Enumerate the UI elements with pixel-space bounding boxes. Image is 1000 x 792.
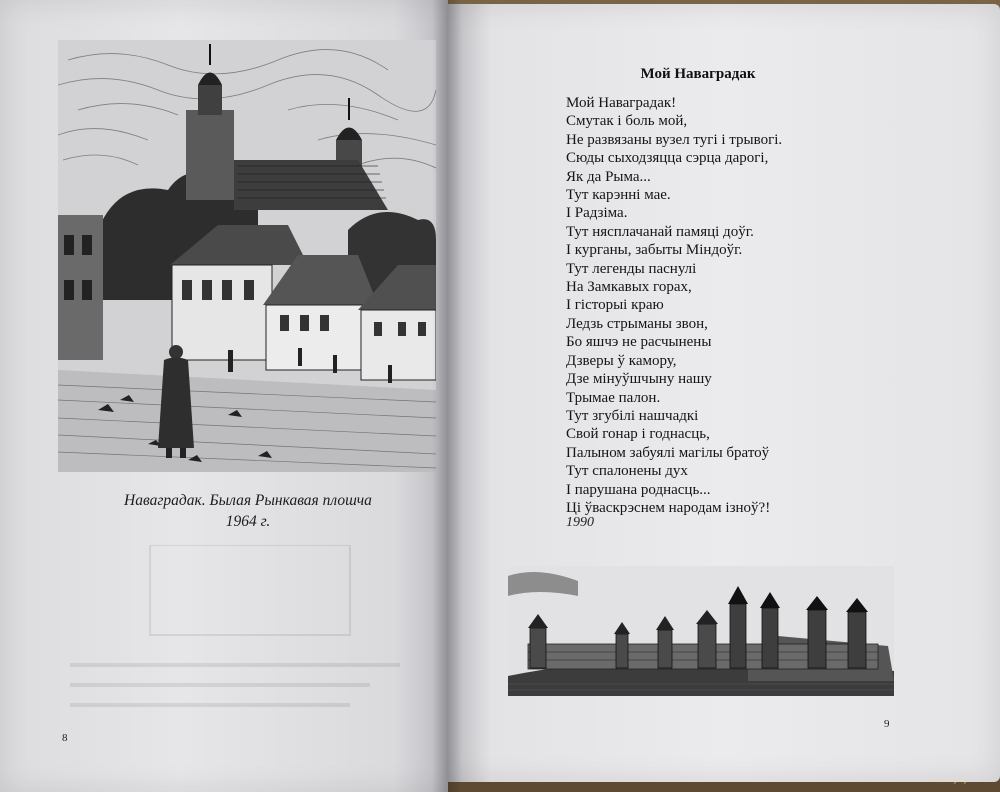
- poem-line: Сюды сыходзяцца сэрца дарогі,: [566, 150, 769, 167]
- poem-line: Бо яшчэ не расчынены: [566, 334, 712, 351]
- poem-line: Дзе мінуўшчыну нашу: [566, 371, 712, 388]
- poem-line: Свой гонар і годнасць,: [566, 426, 710, 443]
- poem-line: На Замкавых горах,: [566, 279, 692, 296]
- poem-line: Тут легенды паснулі: [566, 260, 697, 277]
- illustration-caption: [58, 490, 438, 532]
- poem-title: Мой Наваградак: [640, 66, 756, 82]
- engraving-drawing: [58, 40, 436, 472]
- illustration-novogrudok-market-square: [58, 40, 436, 472]
- poem-line: Палыном забуялі магілы братоў: [566, 444, 770, 461]
- poem-line: Мой Наваградак!: [566, 95, 677, 111]
- poem-line: Трымае палон.: [566, 389, 661, 406]
- poem-line: Смутак і боль мой,: [566, 113, 688, 130]
- illustration-novogrudok-castle: [508, 566, 894, 696]
- poem-line: Ледзь стрыманы звон,: [566, 315, 708, 332]
- poem-line: Тут нясплачанай памяці доўг.: [566, 223, 754, 240]
- poem-line: Дзверы ў камору,: [566, 352, 677, 369]
- show-through-ink: [70, 545, 400, 725]
- poem-line: Як да Рыма...: [566, 168, 651, 185]
- page-number-right: 9: [884, 718, 890, 730]
- caption-line-1: Наваградак. Былая Рынкавая плошча: [124, 492, 372, 509]
- page-number-left: 8: [62, 732, 68, 744]
- poem-line: Тут спалонены дух: [566, 463, 688, 480]
- watermark: www.ay.by: [930, 775, 968, 784]
- poem-line: І гісторыі краю: [566, 297, 664, 314]
- castle-engraving: [508, 566, 894, 696]
- poem-text: [566, 94, 886, 517]
- poem-line: І Радзіма.: [566, 205, 628, 222]
- poem-line: Ці ўваскрэснем народам ізноў?!: [566, 499, 771, 516]
- poem-line: Тут карэнні мае.: [566, 187, 671, 204]
- poem-line: І курганы, забыты Міндоўг.: [566, 242, 743, 259]
- poem-line: Тут згубілі нашчадкі: [566, 407, 699, 424]
- caption-line-2: 1964 г.: [225, 513, 271, 530]
- poem-line: Не развязаны вузел тугі і трывогі.: [566, 131, 783, 148]
- poem-line: І парушана роднасць...: [566, 481, 711, 498]
- poem-year: 1990: [566, 515, 594, 530]
